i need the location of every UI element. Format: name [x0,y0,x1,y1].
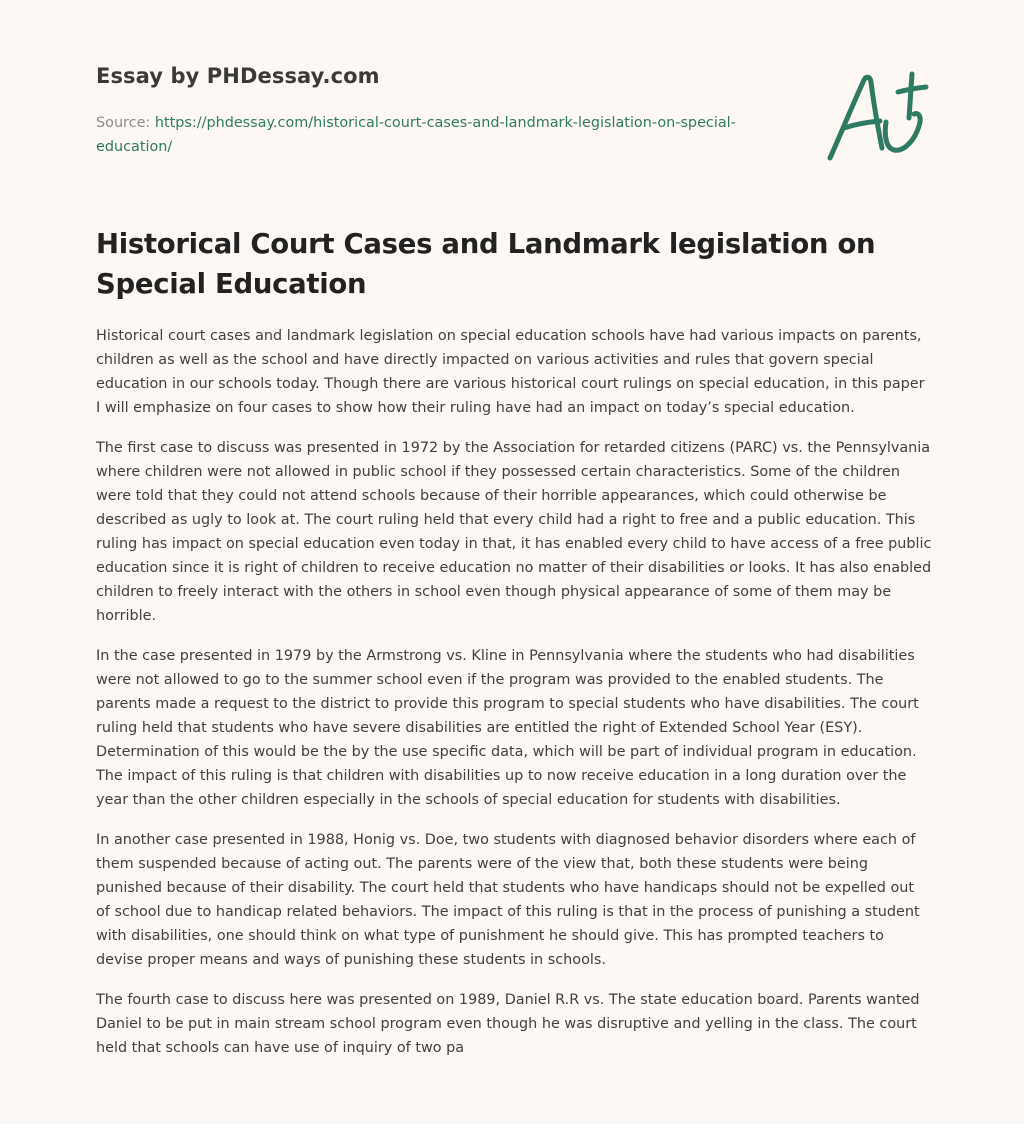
source-link[interactable]: https://phdessay.com/historical-court-cases-and-landmark-legislation-on-special-education/ [96,115,736,155]
essay-body [96,324,932,1076]
essay-paragraph: In the case presented in 1979 by the Armstrong vs. Kline in Pennsylvania where the students who had disabilities were not allowed to go to the summer school even if the program was provided to the enabled students. The parents made a request to the district to provide this program to special students who have disabilities. The court ruling held that students who have severe disabilities are entitled the right of Extended School Year (ESY). Determination of this would be the by the use specific data, which will be part of individual program in education. The impact of this ruling is that children with disabilities up to now receive education in a long duration over the year than the other children especially in the schools of special education for students with disabilities. [96,648,919,808]
essay-paragraph: The fourth case to discuss here was presented on 1989, Daniel R.R vs. The state education board. Parents wanted Daniel to be put in main stream school program even though he was disruptive and yelling in the class. The court held that schools can have use of inquiry of two pa [96,992,920,1056]
bottom-fade [0,1100,1024,1124]
essay-paragraph: The first case to discuss was presented in 1972 by the Association for retarded citizens (PARC) vs. the Pennsylvania where children were not allowed in public school if they possessed certain characteristics. Some of the children were told that they could not attend schools because of their horrible appearances, which could otherwise be described as ugly to look at. The court ruling held that every child had a right to free and a public education. This ruling has impact on special education even today in that, it has enabled every child to have access of a free public education since it is right of children to receive education no matter of their disabilities or looks. It has also enabled children to freely interact with the others in school even though physical appearance of some of them may be horrible. [96,440,932,624]
essay-paragraph: In another case presented in 1988, Honig vs. Doe, two students with diagnosed behavior disorders where each of them suspended because of acting out. The parents were of the view that, both these students were being punished because of their disability. The court held that students who have handicaps should not be expelled out of school due to handicap related behaviors. The impact of this ruling is that in the process of punishing a student with disabilities, one should think on what type of punishment he should give. This has prompted teachers to devise proper means and ways of punishing these students in schools. [96,832,920,968]
source-label: Source: [96,115,155,131]
essay-title: Historical Court Cases and Landmark legislation on Special Education [96,228,876,300]
source-line [96,111,736,159]
site-title: Essay by PHDessay.com [96,64,380,88]
a-plus-logo-icon [826,66,930,166]
essay-paragraph: Historical court cases and landmark legislation on special education schools have had various impacts on parents, children as well as the school and have directly impacted on various activities and rules that govern special education in our schools today. Though there are various historical court rulings on special education, in this paper I will emphasize on four cases to show how their ruling have had an impact on today’s special education. [96,328,925,416]
